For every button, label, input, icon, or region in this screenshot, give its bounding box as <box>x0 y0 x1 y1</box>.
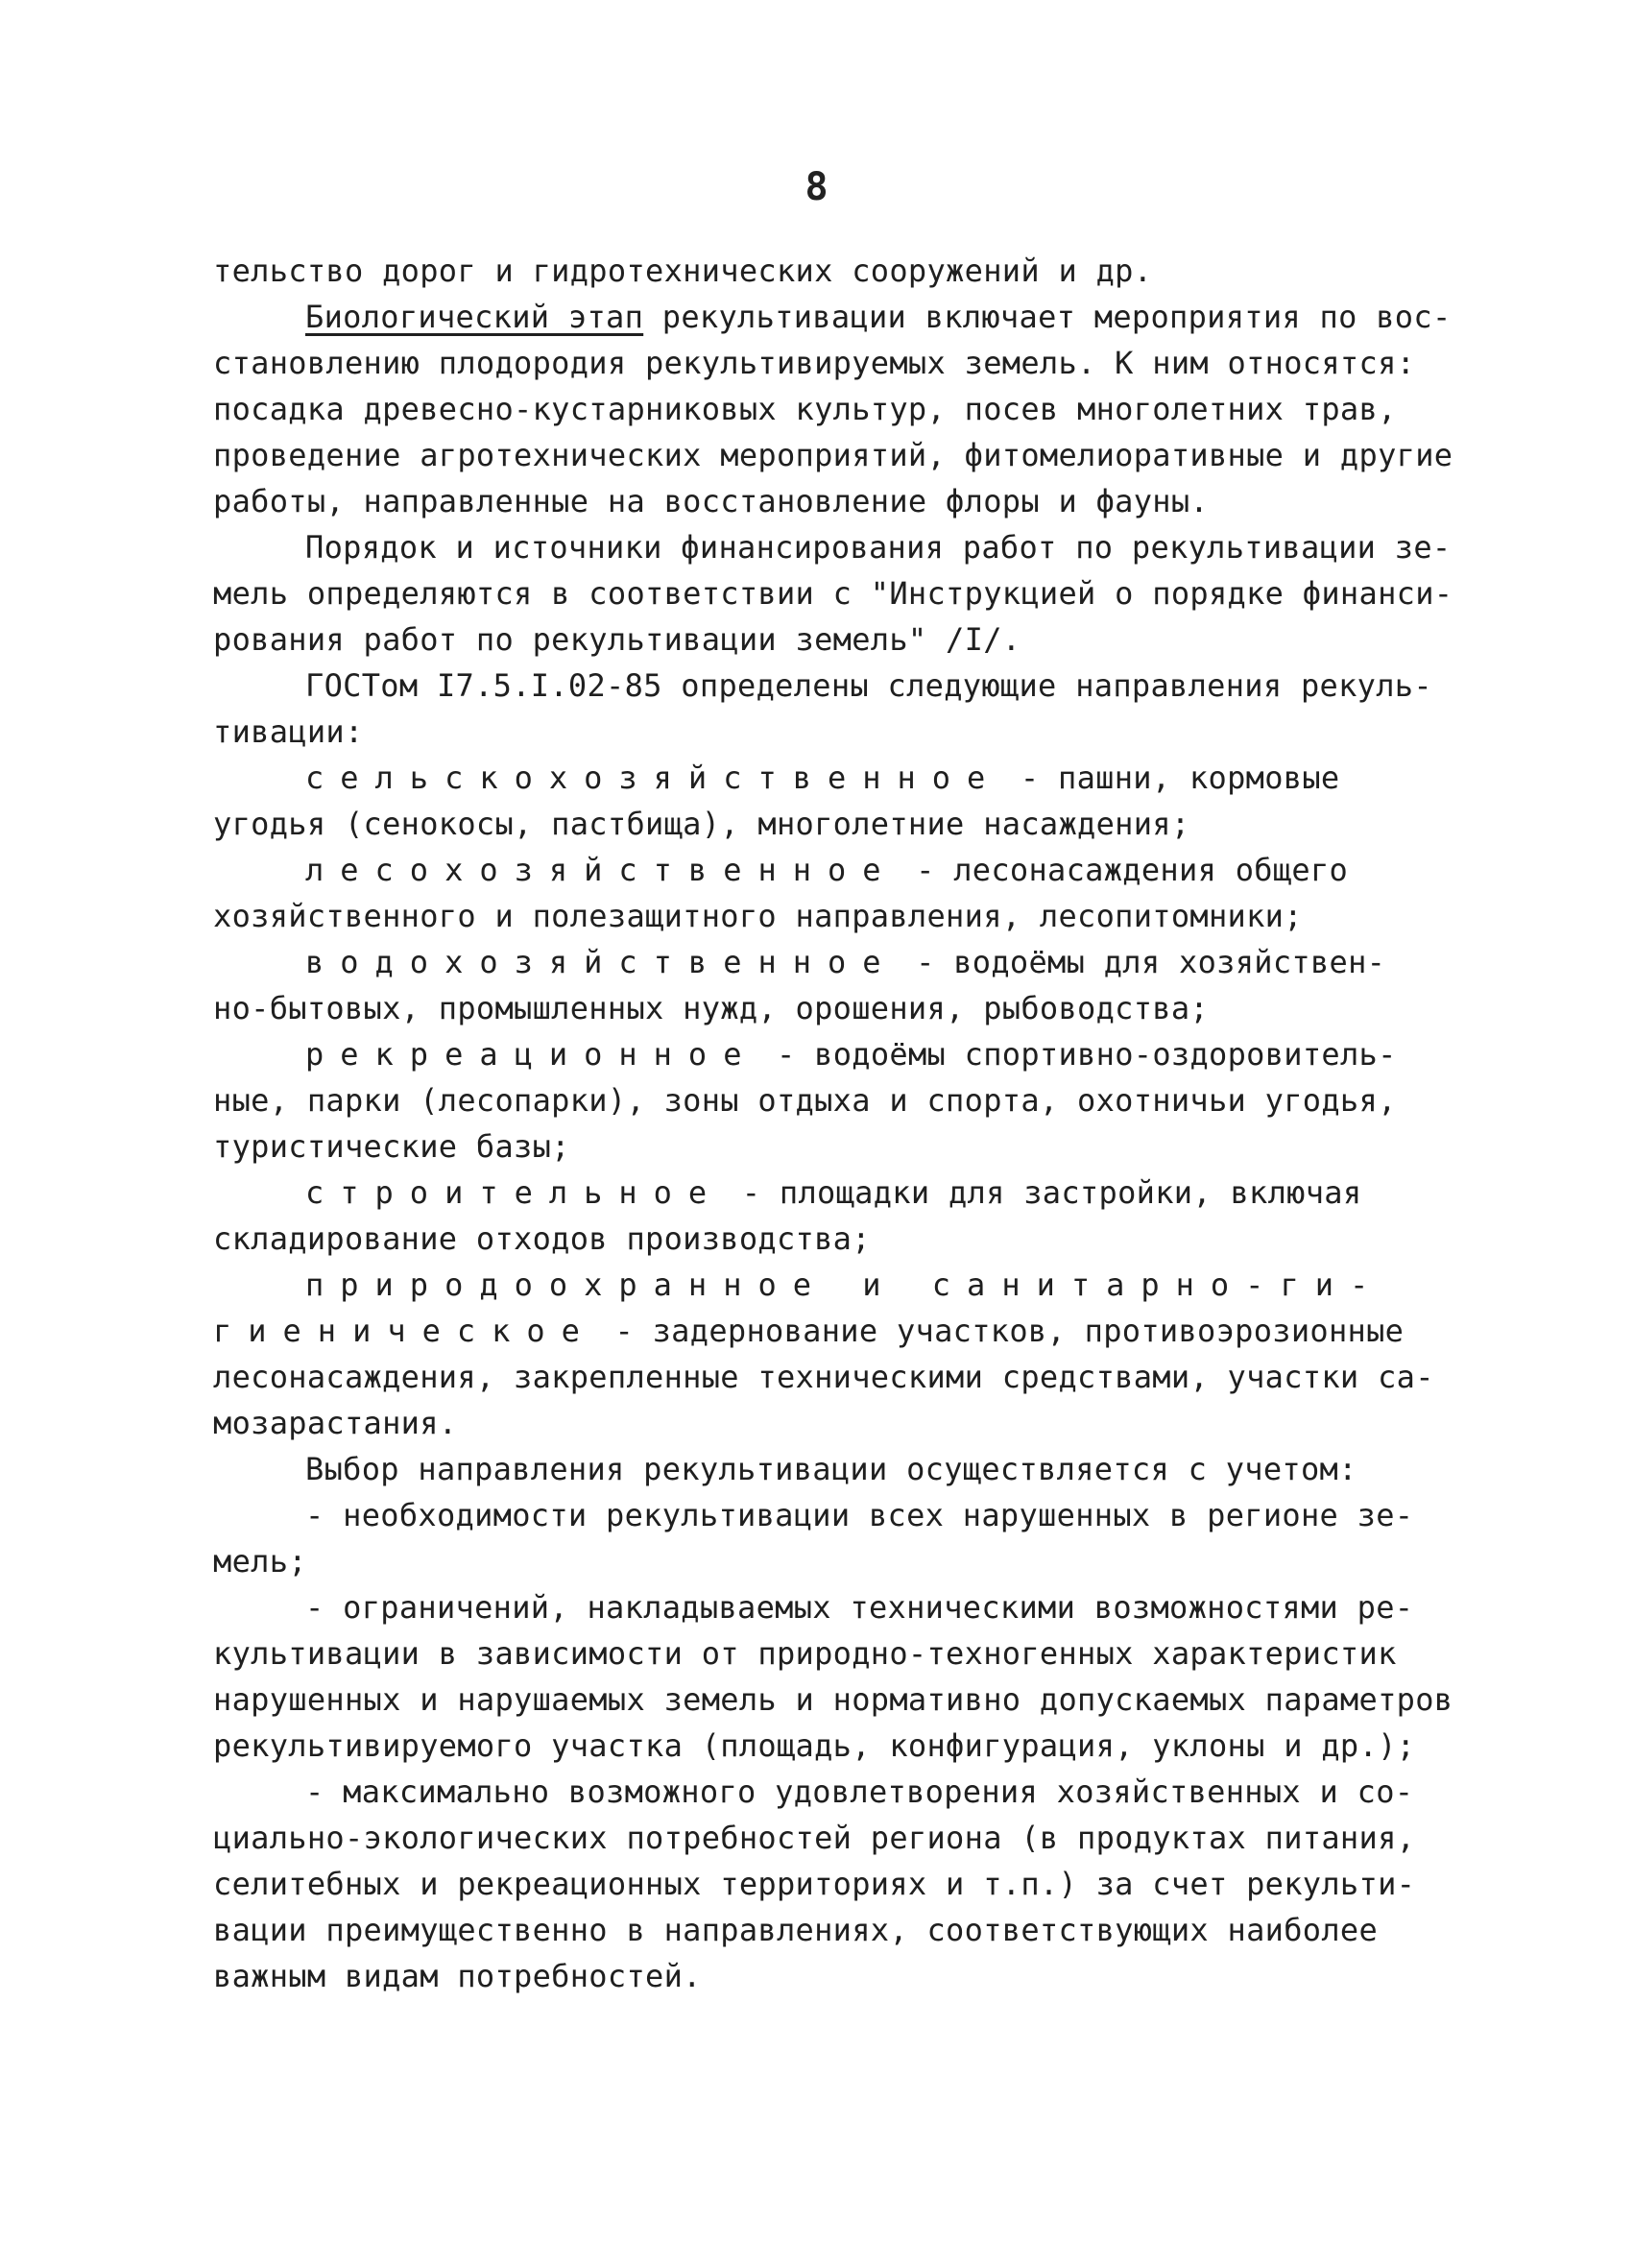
text-line: мель определяются в соответствии с "Инструкцией о порядке финанси- <box>213 575 1453 612</box>
term-hygienic: гиеническое <box>213 1313 596 1349</box>
page-number: 8 <box>804 165 829 209</box>
term-water-management: водохозяйственное <box>305 944 898 980</box>
text-line <box>213 1031 1461 1077</box>
text-line: нарушенных и нарушаемых земель и нормативно допускаемых параметров <box>213 1681 1453 1718</box>
text-line: - необходимости рекультивации всех нарушенных в регионе зе- <box>305 1497 1414 1533</box>
text-line <box>213 1170 1461 1216</box>
text-line: хозяйственного и полезащитного направления, лесопитомники; <box>213 898 1303 934</box>
text-line: вации преимущественно в направлениях, соответствующих наиболее <box>213 1912 1379 1948</box>
text-line: становлению плодородия рекультивируемых земель. К ним относятся: <box>213 345 1416 381</box>
text-fragment: - водоёмы для хозяйствен- <box>897 944 1386 980</box>
text-line: рования работ по рекультивации земель" /I/. <box>213 621 1021 658</box>
text-line: тельство дорог и гидротехнических сооружений и др. <box>213 253 1153 289</box>
text-line <box>213 755 1461 801</box>
text-line: Порядок и источники финансирования работ по рекультивации зе- <box>305 529 1452 566</box>
text-line: культивации в зависимости от природно-техногенных характеристик <box>213 1635 1397 1672</box>
text-line: но-бытовых, промышленных нужд, орошения, рыбоводства; <box>213 990 1209 1026</box>
term-biological-stage: Биологический этап <box>305 299 644 335</box>
text-fragment: - площадки для застройки, включая <box>723 1174 1362 1211</box>
text-line <box>213 847 1461 893</box>
text-line <box>213 939 1461 985</box>
text-line: селитебных и рекреационных территориях и т.п.) за счет рекульти- <box>213 1866 1416 1902</box>
text-fragment: - задернование участков, противоэрозионные <box>595 1313 1405 1349</box>
text-line: рекультивируемого участка (площадь, конфигурация, уклоны и др.); <box>213 1727 1416 1764</box>
text-line <box>213 294 1461 340</box>
text-line: ные, парки (лесопарки), зоны отдыха и спорта, охотничьи угодья, <box>213 1082 1397 1119</box>
text-fragment: - пашни, кормовые <box>1001 760 1340 796</box>
term-forestry: лесохозяйственное <box>305 852 898 888</box>
text-line: лесонасаждения, закрепленные техническими средствами, участки са- <box>213 1359 1434 1395</box>
text-line: мозарастания. <box>213 1405 458 1441</box>
term-recreational: рекреационное <box>305 1036 758 1073</box>
text-line: - ограничений, накладываемых техническими возможностями ре- <box>305 1589 1414 1626</box>
text-fragment: - водоёмы спортивно-оздоровитель- <box>757 1036 1397 1073</box>
term-construction: строительное <box>305 1174 724 1211</box>
text-line: циально-экологических потребностей региона (в продуктах питания, <box>213 1820 1416 1856</box>
text-fragment: рекультивации включает мероприятия по вос- <box>643 299 1452 335</box>
text-line: мель; <box>213 1543 307 1580</box>
text-line: ГОСТом I7.5.I.02-85 определены следующие направления рекуль- <box>305 667 1432 704</box>
text-line: складирование отходов производства; <box>213 1220 871 1257</box>
text-line: тивации: <box>213 713 364 750</box>
text-line: проведение агротехнических мероприятий, фитомелиоративные и другие <box>213 437 1453 473</box>
text-line: Выбор направления рекультивации осуществляется с учетом: <box>305 1451 1357 1487</box>
text-line: работы, направленные на восстановление флоры и фауны. <box>213 483 1209 519</box>
text-fragment: - лесонасаждения общего <box>897 852 1349 888</box>
term-agricultural: сельскохозяйственное <box>305 760 1002 796</box>
document-body <box>213 248 1461 1999</box>
text-line: важным видам потребностей. <box>213 1958 702 1994</box>
text-line: посадка древесно-кустарниковых культур, посев многолетних трав, <box>213 391 1397 427</box>
text-line: угодья (сенокосы, пастбища), многолетние насаждения; <box>213 806 1190 842</box>
term-nature-protection: природоохранное и санитарно-ги- <box>305 1267 1385 1303</box>
text-line: туристические базы; <box>213 1128 570 1165</box>
text-line: - максимально возможного удовлетворения хозяйственных и со- <box>305 1773 1414 1810</box>
text-line <box>213 1308 1461 1354</box>
